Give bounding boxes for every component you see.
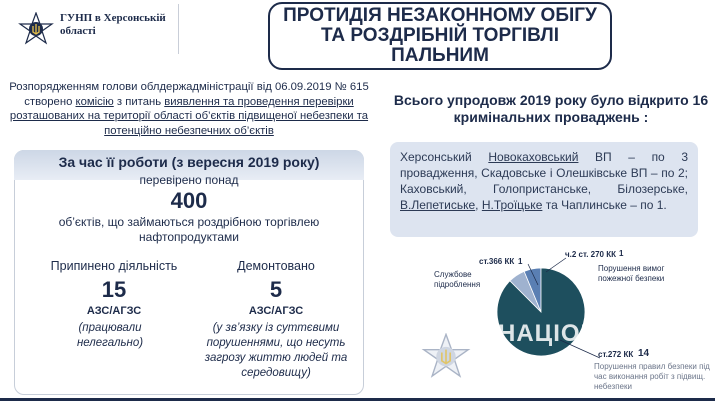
pie-article-272: ст.272 КК — [598, 350, 634, 359]
pie-value-270: 1 — [619, 249, 624, 258]
cases-link-1: Новокаховський — [488, 150, 579, 164]
cases-text-1: Херсонський — [400, 150, 489, 164]
period-heading: За час її роботи (з вересня 2019 року) — [58, 154, 320, 170]
cases-link-3: Н.Троїцьке — [481, 198, 543, 212]
objects-label: об’єктів, що займаються роздрібною торгівлею нафтопродуктами — [58, 215, 320, 244]
cases-text-4: та Чаплинське – по 1. — [542, 198, 667, 212]
stopped-value: 15 — [101, 277, 127, 302]
pie-label-fire-safety: Порушення вимог пожежної безпеки — [598, 264, 665, 283]
bottom-rule — [0, 398, 715, 401]
stopped-unit: АЗС/АГЗС — [86, 305, 142, 317]
stopped-title: Припинено діяльність — [50, 259, 178, 273]
decree-part1: Розпорядженням голови облдержадміністрації від 06.09.2019 № 615 створено — [9, 81, 369, 108]
cases-text-2: ВП – по 3 провадження, Скадовське і Олешківське ВП – по 2; Каховський, Голопристанське, Білозерське, — [400, 150, 689, 196]
stopped-note: (працювали нелегально) — [76, 322, 144, 349]
pie-value-272: 14 — [638, 348, 650, 359]
police-emblem-icon — [421, 333, 471, 383]
org-name: ГУНП в Херсонській області — [60, 12, 166, 37]
checked-value: 400 — [170, 188, 208, 213]
pie-article-270: ч.2 ст. 270 КК — [565, 250, 616, 259]
dismantled-unit: АЗС/АГЗС — [248, 305, 304, 317]
decree-part2: з питань — [113, 95, 165, 108]
cases-text-3: , — [475, 198, 482, 212]
watermark-text: НАЦІОНАЛЬНА — [498, 320, 691, 347]
pie-article-366: ст.366 КК — [479, 257, 515, 266]
pie-label-forgery: Службове підроблення — [434, 270, 481, 289]
dismantled-note: (у зв’язку із суттєвими порушеннями, що несуть загрозу життю людей та середовищу) — [204, 322, 348, 379]
decree-commission-link[interactable]: комісію — [75, 95, 114, 108]
checked-label: перевірено понад — [139, 173, 239, 187]
page-title: ПРОТИДІЯ НЕЗАКОННОМУ ОБІГУ ТА РОЗДРІБНІЙ ТОРГІВЛІ ПАЛЬНИМ — [283, 5, 597, 66]
dismantled-value: 5 — [269, 277, 283, 302]
pie-label-safety-rules: Порушення правил безпеки під час виконання робіт з підвищ. небезпеки — [594, 362, 710, 391]
decree-underlined: виявлення та проведення перевірки розташованих на території області об’єктів підвищеної небезпеки та потенційно небезпечних об’єктів — [9, 95, 369, 137]
cases-heading: Всього упродовж 2019 року було відкрито 16 кримінальних проваджень : — [393, 92, 709, 125]
cases-link-2: В.Лепетиське — [400, 198, 476, 212]
pie-value-366: 1 — [518, 257, 523, 266]
dismantled-title: Демонтовано — [237, 259, 315, 273]
